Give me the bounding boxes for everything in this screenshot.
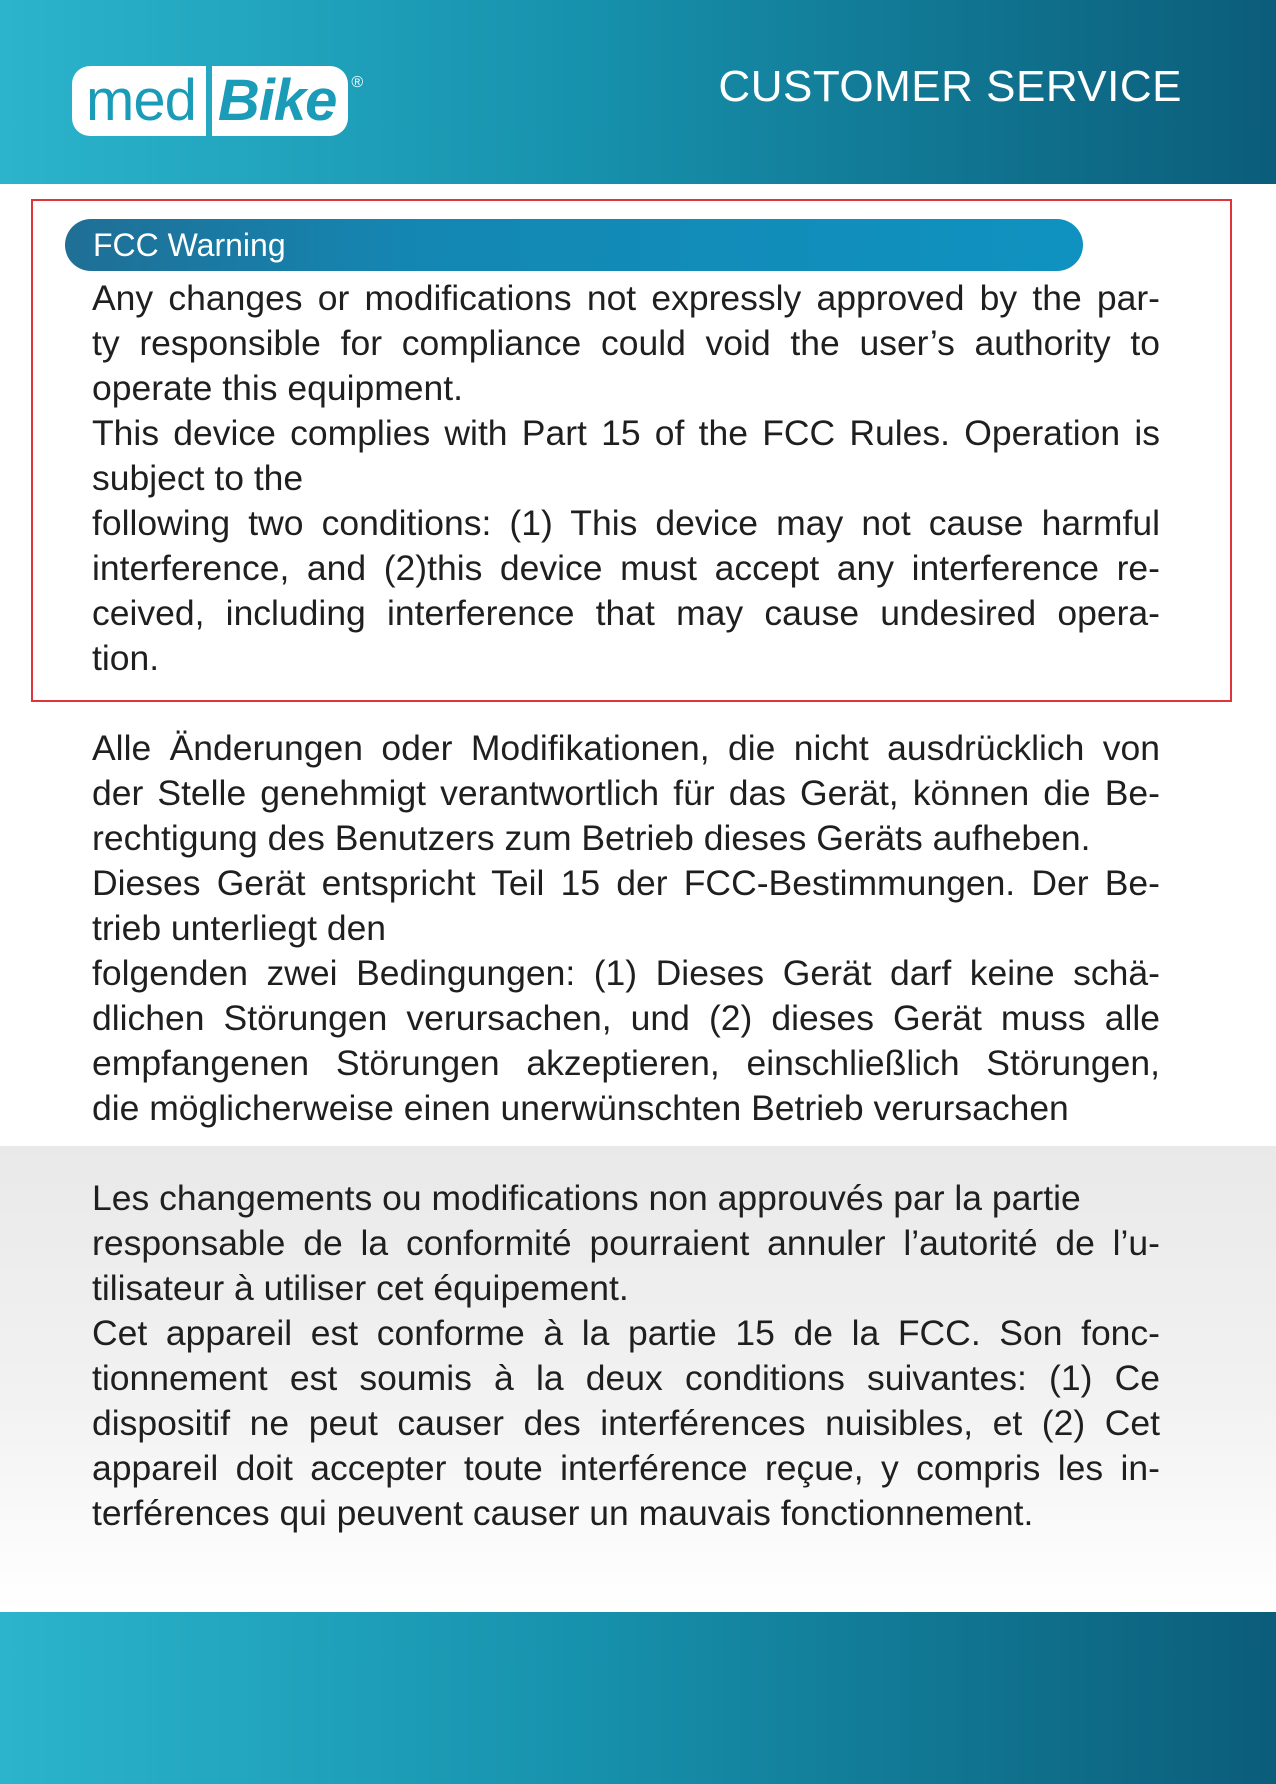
fcc-warning-heading: FCC Warning bbox=[65, 219, 1083, 271]
text-line: empfangenen Störungen akzeptieren, einschließlich Störungen, bbox=[92, 1043, 1160, 1083]
text-line: following two conditions: (1) This device may not cause harmful bbox=[92, 503, 1160, 543]
text-line: folgenden zwei Bedingungen: (1) Dieses Gerät darf keine schä- bbox=[92, 953, 1160, 993]
logo-bike-text: Bike bbox=[212, 66, 349, 136]
text-line: Les changements ou modifications non approuvés par la partie bbox=[92, 1178, 1081, 1218]
text-line: trieb unterliegt den bbox=[92, 908, 387, 948]
medbike-logo bbox=[72, 66, 363, 136]
fcc-english-text bbox=[92, 276, 1160, 681]
french-text bbox=[92, 1176, 1160, 1536]
german-text bbox=[92, 726, 1160, 1131]
logo-med-text: med bbox=[72, 66, 206, 136]
registered-mark: ® bbox=[351, 74, 364, 91]
page-footer bbox=[0, 1612, 1276, 1784]
text-line: rechtigung des Benutzers zum Betrieb dieses Geräts aufheben. bbox=[92, 818, 1091, 858]
text-line: terférences qui peuvent causer un mauvais fonctionnement. bbox=[92, 1493, 1034, 1533]
page-header bbox=[0, 0, 1276, 184]
text-line: tion. bbox=[92, 638, 160, 678]
text-line: Alle Änderungen oder Modifikationen, die nicht ausdrücklich von bbox=[92, 728, 1160, 768]
text-line: Cet appareil est conforme à la partie 15 de la FCC. Son fonc- bbox=[92, 1313, 1160, 1353]
text-line: Any changes or modifications not expressly approved by the par- bbox=[92, 278, 1160, 318]
text-line: ty responsible for compliance could void the user’s authority to bbox=[92, 323, 1160, 363]
text-line: Dieses Gerät entspricht Teil 15 der FCC-Bestimmungen. Der Be- bbox=[92, 863, 1160, 903]
text-line: tionnement est soumis à la deux conditions suivantes: (1) Ce bbox=[92, 1358, 1160, 1398]
text-line: This device complies with Part 15 of the FCC Rules. Operation is bbox=[92, 413, 1160, 453]
text-line: dispositif ne peut causer des interférences nuisibles, et (2) Cet bbox=[92, 1403, 1160, 1443]
text-line: dlichen Störungen verursachen, und (2) dieses Gerät muss alle bbox=[92, 998, 1160, 1038]
text-line: appareil doit accepter toute interférence reçue, y compris les in- bbox=[92, 1448, 1160, 1488]
text-line: interference, and (2)this device must accept any interference re- bbox=[92, 548, 1160, 588]
text-line: die möglicherweise einen unerwünschten Betrieb verursachen bbox=[92, 1088, 1069, 1128]
page-title: CUSTOMER SERVICE bbox=[718, 62, 1182, 111]
text-line: tilisateur à utiliser cet équipement. bbox=[92, 1268, 629, 1308]
text-line: ceived, including interference that may cause undesired opera- bbox=[92, 593, 1160, 633]
text-line: responsable de la conformité pourraient annuler l’autorité de l’u- bbox=[92, 1223, 1160, 1263]
text-line: subject to the bbox=[92, 458, 304, 498]
text-line: der Stelle genehmigt verantwortlich für das Gerät, können die Be- bbox=[92, 773, 1160, 813]
text-line: operate this equipment. bbox=[92, 368, 464, 408]
